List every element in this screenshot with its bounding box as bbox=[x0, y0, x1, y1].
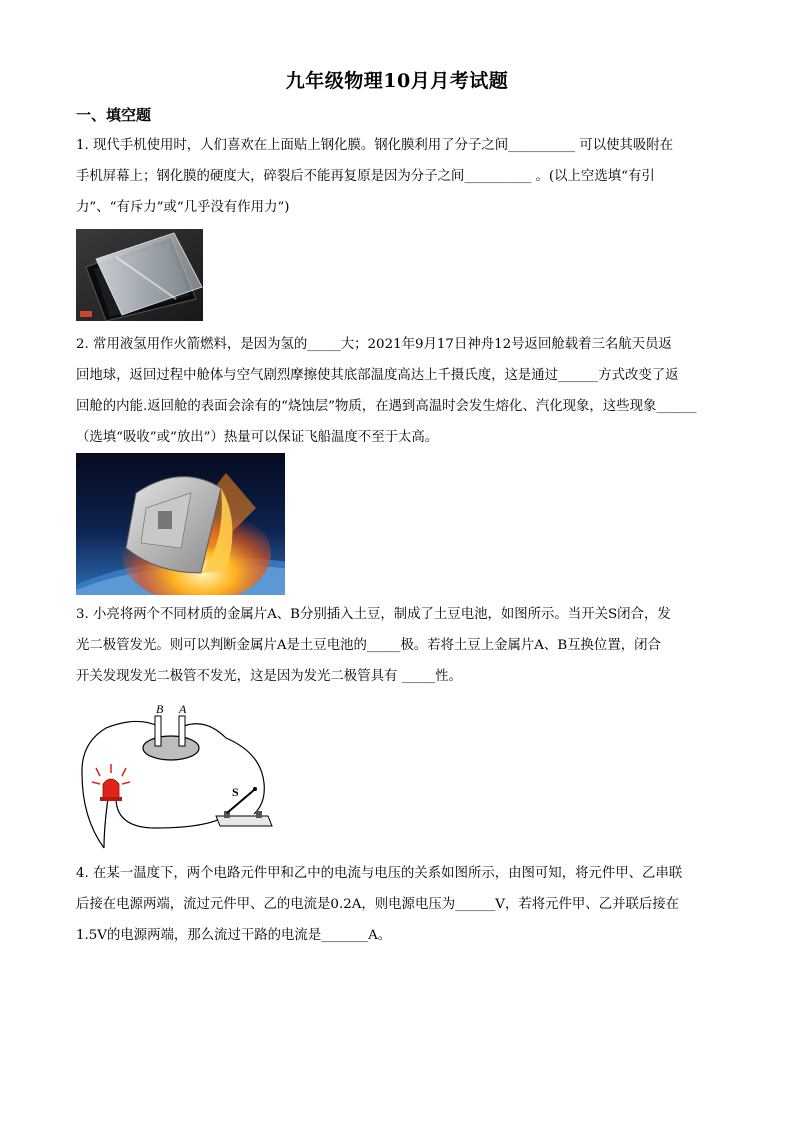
question-3-line-3: 开关发现发光二极管不发光，这是因为发光二极管具有 _____性。 bbox=[76, 669, 462, 684]
question-2-line-4: （选填“吸收”或“放出”）热量可以保证飞船温度不至于太高。 bbox=[76, 430, 439, 445]
question-3 bbox=[76, 599, 718, 692]
section-heading: 一、填空题 bbox=[76, 106, 152, 124]
electrode-a-label: A bbox=[179, 702, 187, 716]
question-2-line-3: 回舱的内能.返回舱的表面会涂有的“烧蚀层”物质，在遇到高温时会发生熔化、汽化现象，这些现象______ bbox=[76, 399, 697, 414]
switch-label: S bbox=[232, 785, 239, 799]
question-4-line-2: 后接在电源两端，流过元件甲、乙的电流是0.2A，则电源电压为______V，若将元件甲、乙并联后接在 bbox=[76, 897, 680, 912]
question-2-line-1: 2. 常用液氢用作火箭燃料，是因为氢的_____大；2021年9月17日神舟12号返回舱载着三名航天员返 bbox=[76, 337, 672, 352]
question-1-line-3: 力”、“有斥力”或“几乎没有作用力”) bbox=[76, 200, 290, 215]
electrode-b-label: B bbox=[156, 702, 164, 716]
question-1-line-2: 手机屏幕上；钢化膜的硬度大，碎裂后不能再复原是因为分子之间__________ 。(以上空选填“有引 bbox=[76, 169, 655, 184]
tempered-glass-phone-figure bbox=[76, 229, 203, 321]
question-3-line-1: 3. 小亮将两个不同材质的金属片A、B分别插入土豆，制成了土豆电池，如图所示。当开关S闭合，发 bbox=[76, 607, 671, 622]
question-1-line-1: 1. 现代手机使用时，人们喜欢在上面贴上钢化膜。钢化膜利用了分子之间__________ 可以使其吸附在 bbox=[76, 138, 674, 153]
question-2 bbox=[76, 329, 718, 453]
question-4-line-3: 1.5V的电源两端，那么流过干路的电流是_______A。 bbox=[76, 928, 392, 943]
potato-battery-circuit-figure bbox=[76, 698, 276, 850]
question-3-line-2: 光二极管发光。则可以判断金属片A是土豆电池的_____极。若将土豆上金属片A、B互换位置，闭合 bbox=[76, 638, 661, 653]
question-4 bbox=[76, 858, 718, 951]
question-1 bbox=[76, 130, 718, 223]
question-2-line-2: 回地球，返回过程中舱体与空气剧烈摩擦使其底部温度高达上千摄氏度，这是通过______方式改变了返 bbox=[76, 368, 679, 383]
led-icon bbox=[92, 764, 130, 801]
reentry-capsule-figure bbox=[76, 453, 285, 595]
question-4-line-1: 4. 在某一温度下，两个电路元件甲和乙中的电流与电压的关系如图所示，由图可知，将元件甲、乙串联 bbox=[76, 866, 683, 881]
page-title: 九年级物理10月月考试题 bbox=[285, 70, 509, 92]
